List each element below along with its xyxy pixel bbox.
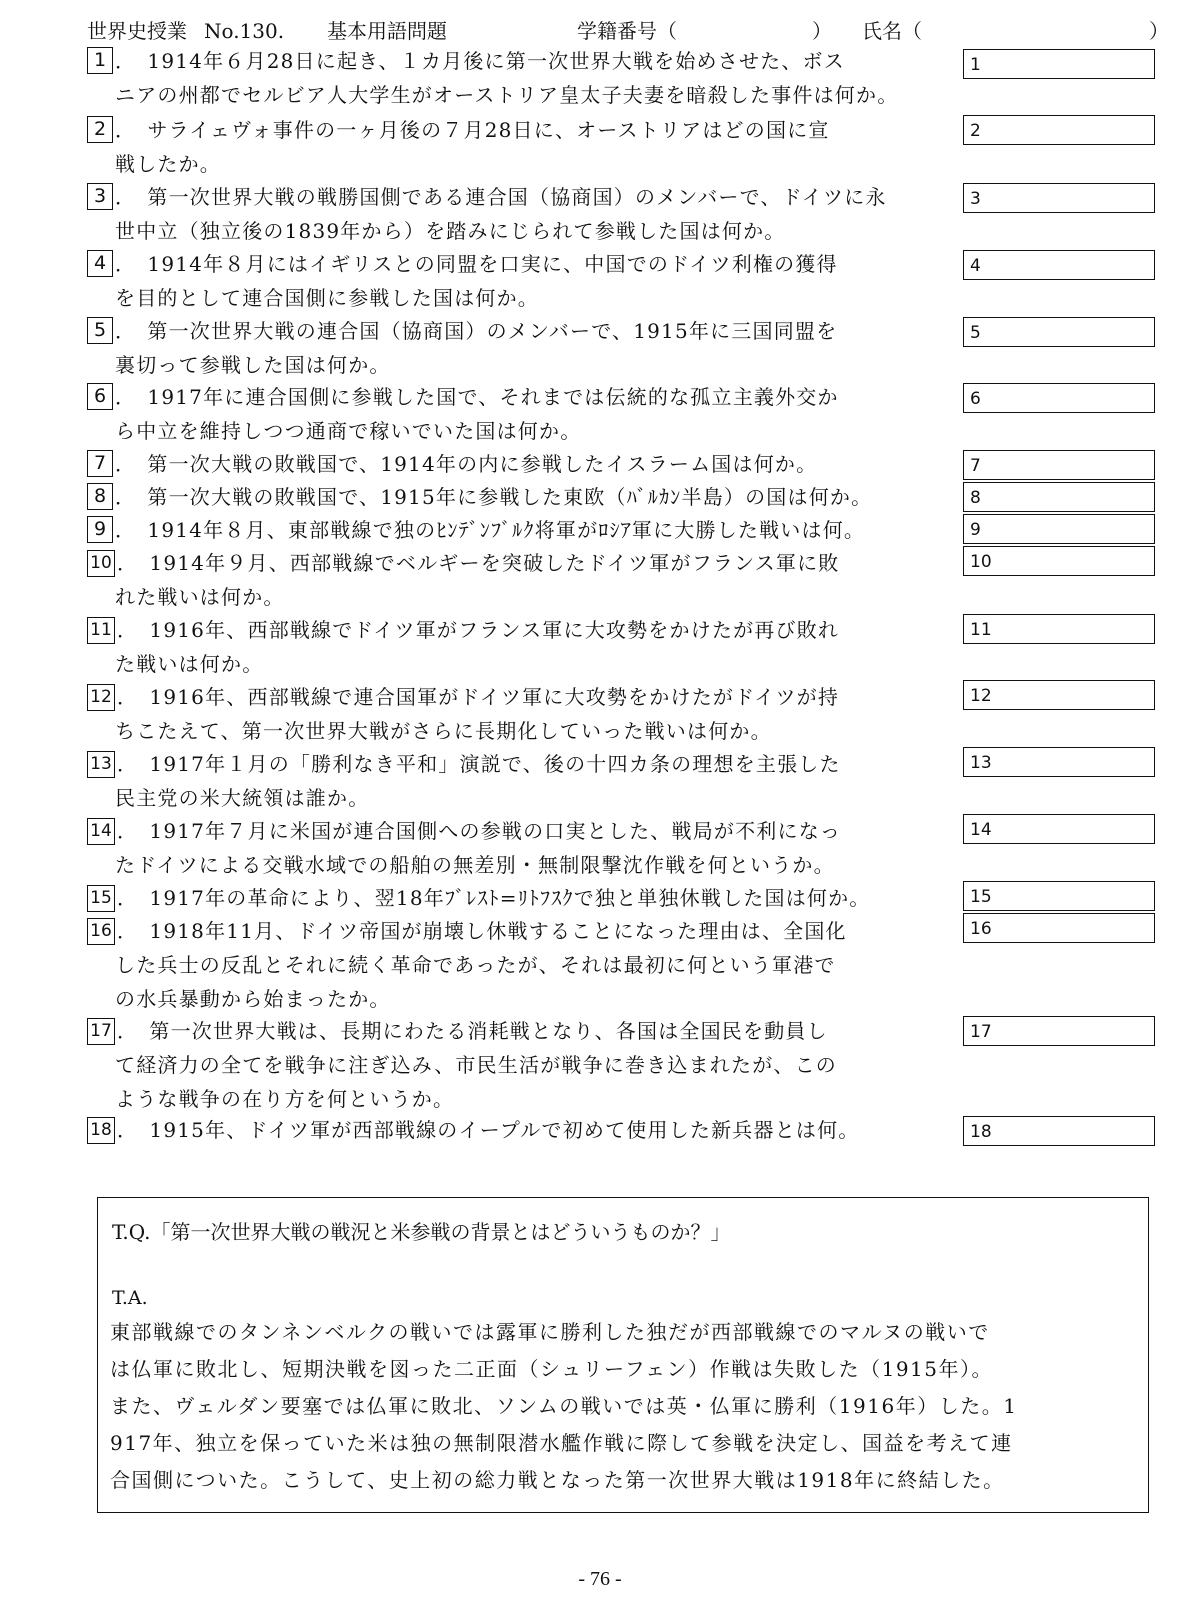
answer-box-10[interactable]: 10	[963, 546, 1155, 576]
question-7	[87, 447, 957, 481]
question-2	[87, 113, 957, 181]
question-text: たドイツによる交戦水域での船舶の無差別・無制限撃沈作戦を何というか。	[115, 853, 835, 877]
question-text-line	[87, 982, 957, 1016]
theme-answer-line: また、ヴェルダン要塞では仏軍に敗北、ソンムの戦いでは英・仏軍に勝利（1916年）した。1	[110, 1394, 1018, 1418]
worksheet-number: No.130.	[204, 19, 285, 43]
question-text-line	[87, 147, 957, 181]
name-close: ）	[1149, 19, 1169, 43]
question-text: ． 第一次大戦の敗戦国で、1914年の内に参戦したイスラーム国は何か。	[115, 452, 818, 476]
question-number-box: 11	[87, 617, 115, 644]
page-number: - 76 -	[578, 1568, 622, 1590]
question-text: ． 1914年６月28日に起き、１カ月後に第一次世界大戦を始めさせた、ボス	[115, 49, 845, 73]
theme-answer-line: は仏軍に敗北し、短期決戦を図った二正面（シュリーフェン）作戦は失敗した（1915年）。	[110, 1357, 993, 1381]
worksheet-header	[87, 14, 1167, 48]
question-text: ． 第一次世界大戦の連合国（協商国）のメンバーで、1915年に三国同盟を	[115, 319, 838, 343]
question-text-line	[87, 546, 957, 580]
name-field[interactable]	[927, 16, 1137, 46]
question-number-box: 13	[87, 751, 115, 778]
question-text: ような戦争の在り方を何というか。	[115, 1087, 455, 1111]
answer-box-17[interactable]: 17	[963, 1016, 1155, 1046]
question-text: 戦したか。	[115, 152, 221, 176]
question-9	[87, 513, 957, 547]
question-number-box: 3	[87, 183, 113, 210]
answer-box-4[interactable]: 4	[963, 250, 1155, 280]
answer-box-13[interactable]: 13	[963, 747, 1155, 777]
answer-box-8[interactable]: 8	[963, 482, 1155, 512]
question-text-line	[87, 78, 957, 112]
question-text: ． 1914年８月にはイギリスとの同盟を口実に、中国でのドイツ利権の獲得	[115, 252, 838, 276]
question-number-box: 12	[87, 684, 115, 711]
answer-box-5[interactable]: 5	[963, 317, 1155, 347]
question-text-line	[87, 647, 957, 681]
question-text: 裏切って参戦した国は何か。	[115, 353, 391, 377]
question-text: 民主党の米大統領は誰か。	[115, 786, 370, 810]
question-text: ． 1916年、西部戦線でドイツ軍がフランス軍に大攻勢をかけたが再び敗れ	[117, 618, 840, 642]
question-text: れた戦いは何か。	[115, 585, 285, 609]
answer-box-12[interactable]: 12	[963, 680, 1155, 710]
answer-box-3[interactable]: 3	[963, 183, 1155, 213]
answer-box-1[interactable]: 1	[963, 49, 1155, 79]
question-12	[87, 680, 957, 748]
question-text: ニアの州都でセルビア人大学生がオーストリア皇太子夫妻を暗殺した事件は何か。	[115, 83, 899, 107]
worksheet-title: 基本用語問題	[327, 19, 447, 43]
answer-box-11[interactable]: 11	[963, 614, 1155, 644]
question-text: 世中立（独立後の1839年から）を踏みにじられて参戦した国は何か。	[115, 219, 786, 243]
course-name: 世界史授業	[87, 19, 187, 43]
question-8	[87, 480, 957, 514]
answer-box-9[interactable]: 9	[963, 514, 1155, 544]
question-number-box: 18	[87, 1117, 115, 1144]
question-text: を目的として連合国側に参戦した国は何か。	[115, 286, 539, 310]
question-number-box: 1	[87, 47, 113, 74]
answer-box-18[interactable]: 18	[963, 1116, 1155, 1146]
question-text-line	[87, 44, 957, 78]
question-text-line	[87, 1082, 957, 1116]
answer-box-16[interactable]: 16	[963, 913, 1155, 943]
answer-box-2[interactable]: 2	[963, 115, 1155, 145]
question-text: た戦いは何か。	[115, 652, 264, 676]
question-text: ちこたえて、第一次世界大戦がさらに長期化していった戦いは何か。	[115, 719, 772, 743]
question-number-box: 2	[87, 116, 113, 143]
question-text: ． 1918年11月、ドイツ帝国が崩壊し休戦することになった理由は、全国化	[117, 919, 847, 943]
question-text-line	[87, 914, 957, 948]
question-text: した兵士の反乱とそれに続く革命であったが、それは最初に何という軍港で	[115, 953, 836, 977]
question-number-box: 17	[87, 1018, 115, 1045]
question-number-box: 6	[87, 383, 113, 410]
question-text-line	[87, 281, 957, 315]
question-text: ． 第一次世界大戦の戦勝国側である連合国（協商国）のメンバーで、ドイツに永	[115, 185, 887, 209]
question-text-line	[87, 781, 957, 815]
question-number-box: 10	[87, 550, 115, 577]
theme-answer-text	[110, 1314, 1140, 1499]
question-text: ． 1915年、ドイツ軍が西部戦線のイープルで初めて使用した新兵器とは何。	[117, 1118, 860, 1142]
question-4	[87, 247, 957, 315]
question-text: ． 第一次世界大戦は、長期にわたる消耗戦となり、各国は全国民を動員し	[117, 1019, 828, 1043]
question-number-box: 9	[87, 516, 113, 543]
question-number-box: 14	[87, 818, 115, 845]
question-text-line	[87, 113, 957, 147]
question-number-box: 15	[87, 885, 115, 912]
question-text-line	[87, 480, 957, 514]
answer-box-15[interactable]: 15	[963, 881, 1155, 911]
question-text-line	[87, 1048, 957, 1082]
question-number-box: 8	[87, 483, 113, 510]
question-text: の水兵暴動から始まったか。	[115, 987, 391, 1011]
question-text: ． 1917年に連合国側に参戦した国で、それまでは伝統的な孤立主義外交か	[115, 385, 839, 409]
question-text-line	[87, 714, 957, 748]
question-text: て経済力の全てを戦争に注ぎ込み、市民生活が戦争に巻き込まれたが、この	[115, 1053, 837, 1077]
question-text-line	[87, 948, 957, 982]
question-text-line	[87, 747, 957, 781]
question-text-line	[87, 348, 957, 382]
question-text: ． 1917年１月の「勝利なき平和」演説で、後の十四カ条の理想を主張した	[117, 752, 841, 776]
answer-box-7[interactable]: 7	[963, 450, 1155, 480]
theme-question: T.Q.「第一次世界大戦の戦況と米参戦の背景とはどういうものか？」	[112, 1220, 731, 1244]
theme-answer-line: 合国側についた。こうして、史上初の総力戦となった第一次世界大戦は1918年に終結した。	[110, 1468, 1005, 1492]
question-text-line	[87, 1113, 957, 1147]
question-text-line	[87, 380, 957, 414]
question-number-box: 5	[87, 317, 113, 344]
question-6	[87, 380, 957, 448]
question-text-line	[87, 214, 957, 248]
question-text-line	[87, 314, 957, 348]
question-text-line	[87, 513, 957, 547]
question-text-line	[87, 180, 957, 214]
question-11	[87, 613, 957, 681]
question-15	[87, 881, 957, 915]
answer-box-14[interactable]: 14	[963, 814, 1155, 844]
question-3	[87, 180, 957, 248]
question-13	[87, 747, 957, 815]
question-number-box: 16	[87, 918, 115, 945]
name-label: 氏名（	[862, 19, 922, 43]
question-5	[87, 314, 957, 382]
theme-question-box	[97, 1197, 1149, 1513]
question-text: ． サライェヴォ事件の一ヶ月後の７月28日に、オーストリアはどの国に宣	[115, 118, 830, 142]
question-number-box: 7	[87, 450, 113, 477]
question-text-line	[87, 1014, 957, 1048]
theme-answer-line: 東部戦線でのタンネンベルクの戦いでは露軍に勝利した独だが西部戦線でのマルヌの戦いで	[110, 1320, 990, 1344]
question-10	[87, 546, 957, 614]
question-text: ． 1914年９月、西部戦線でベルギーを突破したドイツ軍がフランス軍に敗	[117, 551, 840, 575]
question-text-line	[87, 881, 957, 915]
question-14	[87, 814, 957, 882]
student-id-close: ）	[812, 19, 832, 43]
question-text-line	[87, 848, 957, 882]
question-16	[87, 914, 957, 1016]
question-text-line	[87, 414, 957, 448]
question-text: ． 第一次大戦の敗戦国で、1915年に参戦した東欧（ﾊﾞﾙｶﾝ半島）の国は何か。	[115, 485, 873, 509]
question-text: ． 1917年７月に米国が連合国側への参戦の口実とした、戦局が不利になっ	[117, 819, 842, 843]
student-id-field[interactable]	[617, 16, 807, 46]
question-text-line	[87, 814, 957, 848]
question-text-line	[87, 447, 957, 481]
question-18	[87, 1113, 957, 1147]
student-id-label: 学籍番号（	[577, 19, 677, 43]
question-17	[87, 1014, 957, 1116]
question-text-line	[87, 680, 957, 714]
question-text-line	[87, 580, 957, 614]
question-1	[87, 44, 957, 112]
question-text: ． 1917年の革命により、翌18年ﾌﾞﾚｽﾄ=ﾘﾄﾌｽｸで独と単独休戦した国は何か。	[117, 886, 871, 910]
question-text-line	[87, 613, 957, 647]
question-text: ら中立を維持しつつ通商で稼いでいた国は何か。	[115, 419, 582, 443]
theme-answer-line: 917年、独立を保っていた米は独の無制限潜水艦作戦に際して参戦を決定し、国益を考えて連	[110, 1431, 1013, 1455]
question-number-box: 4	[87, 250, 113, 277]
answer-box-6[interactable]: 6	[963, 383, 1155, 413]
question-text-line	[87, 247, 957, 281]
theme-answer-label: T.A.	[112, 1287, 148, 1309]
question-text: ． 1914年８月、東部戦線で独のﾋﾝﾃﾞﾝﾌﾞﾙｸ将軍がﾛｼｱ軍に大勝した戦いは何。	[115, 518, 866, 542]
question-text: ． 1916年、西部戦線で連合国軍がドイツ軍に大攻勢をかけたがドイツが持	[117, 685, 840, 709]
